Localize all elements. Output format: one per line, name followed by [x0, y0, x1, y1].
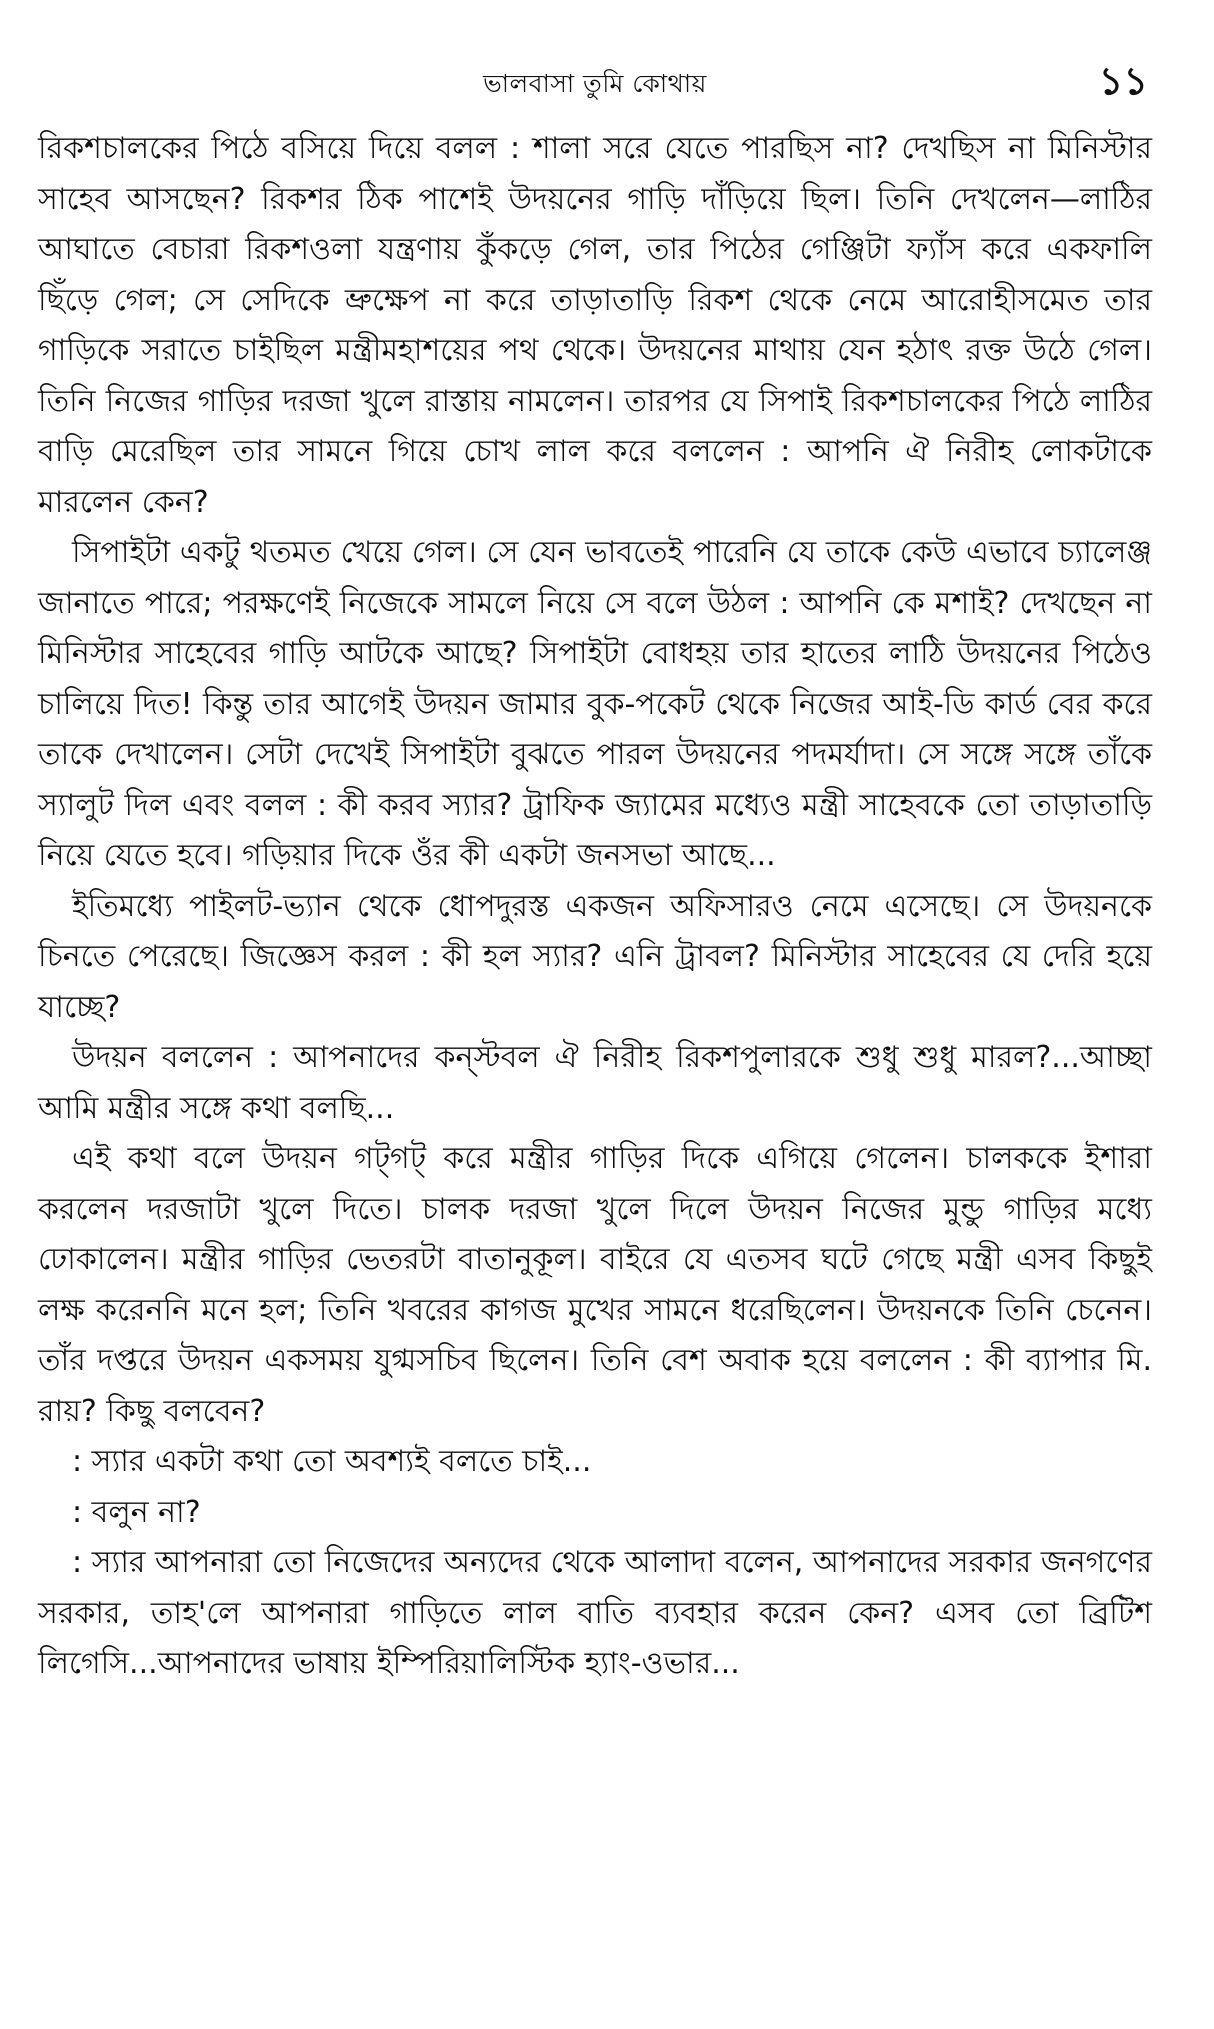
running-title: ভালবাসা তুমি কোথায় — [483, 69, 707, 98]
dialog-line: : স্যার আপনারা তো নিজেদের অন্যদের থেকে আলাদা বলেন, আপনাদের সরকার জনগণের সরকার, তাহ'লে আপনারা গাড়িতে লাল বাতি ব্যবহার করেন কেন? এসব তো ব্রিটিশ লিগেসি...আপনাদের ভাষায় ইম্পিরিয়ালিস্টিক হ্যাং-ওভার... — [38, 1545, 1152, 1681]
page-number: ১১ — [1098, 59, 1148, 103]
paragraph: সিপাইটা একটু থতমত খেয়ে গেল। সে যেন ভাবতেই পারেনি যে তাকে কেউ এভাবে চ্যালেঞ্জ জানাতে পারে; পরক্ষণেই নিজেকে সামলে নিয়ে সে বলে উঠল : আপনি কে মশাই? দেখছেন না মিনিস্টার সাহেবের গাড়ি আটকে আছে? সিপাইটা বোধহয় তার হাতের লাঠি উদয়নের পিঠেও চালিয়ে দিত! কিন্তু তার আগেই উদয়ন জামার বুক-পকেট থেকে নিজের আই-ডি কার্ড বের করে তাকে দেখালেন। সেটা দেখেই সিপাইটা বুঝতে পারল উদয়নের পদমর্যাদা। সে সঙ্গে সঙ্গে তাঁকে স্যালুট দিল এবং বলল : কী করব স্যার? ট্রাফিক জ্যামের মধ্যেও মন্ত্রী সাহেবকে তো তাড়াতাড়ি নিয়ে যেতে হবে। গড়িয়ার দিকে ওঁর কী একটা জনসভা আছে... — [38, 535, 1152, 873]
paragraph: এই কথা বলে উদয়ন গট্‌গট্‌ করে মন্ত্রীর গাড়ির দিকে এগিয়ে গেলেন। চালককে ইশারা করলেন দরজাটা খুলে দিতে। চালক দরজা খুলে দিলে উদয়ন নিজের মুন্ডু গাড়ির মধ্যে ঢোকালেন। মন্ত্রীর গাড়ির ভেতরটা বাতানুকূল। বাইরে যে এতসব ঘটে গেছে মন্ত্রী এসব কিছুই লক্ষ করেননি মনে হল; তিনি খবরের কাগজ মুখের সামনে ধরেছিলেন। উদয়নকে তিনি চেনেন। তাঁর দপ্তরে উদয়ন একসময় যুগ্মসচিব ছিলেন। তিনি বেশ অবাক হয়ে বললেন : কী ব্যাপার মি. রায়? কিছু বলবেন? — [38, 1141, 1152, 1429]
dialog-line: : স্যার একটা কথা তো অবশ্যই বলতে চাই... — [72, 1444, 592, 1479]
paragraph: উদয়ন বললেন : আপনাদের কন্‌স্টবল ঐ নিরীহ রিকশপুলারকে শুধু শুধু মারল?...আচ্ছা আমি মন্ত্রীর সঙ্গে কথা বলছি... — [38, 1040, 1152, 1126]
page-header — [38, 50, 1152, 110]
dialog-line: : বলুন না? — [72, 1494, 201, 1530]
paragraph: ইতিমধ্যে পাইলট-ভ্যান থেকে ধোপদুরস্ত একজন অফিসারও নেমে এসেছে। সে উদয়নকে চিনতে পেরেছে। জিজ্ঞেস করল : কী হল স্যার? এনি ট্রাবল? মিনিস্টার সাহেবের যে দেরি হয়ে যাচ্ছে? — [38, 888, 1152, 1025]
paragraph: রিকশচালকের পিঠে বসিয়ে দিয়ে বলল : শালা সরে যেতে পারছিস না? দেখছিস না মিনিস্টার সাহেব আসছেন? রিকশর ঠিক পাশেই উদয়নের গাড়ি দাঁড়িয়ে ছিল। তিনি দেখলেন—লাঠির আঘাতে বেচারা রিকশওলা যন্ত্রণায় কুঁকড়ে গেল, তার পিঠের গেঞ্জিটা ফ্যাঁস করে একফালি ছিঁড়ে গেল; সে সেদিকে ভ্রুক্ষেপ না করে তাড়াতাড়ি রিকশ থেকে নেমে আরোহীসমেত তার গাড়িকে সরাতে চাইছিল মন্ত্রীমহাশয়ের পথ থেকে। উদয়নের মাথায় যেন হঠাৎ রক্ত উঠে গেল। তিনি নিজের গাড়ির দরজা খুলে রাস্তায় নামলেন। তারপর যে সিপাই রিকশচালকের পিঠে লাঠির বাড়ি মেরেছিল তার সামনে গিয়ে চোখ লাল করে বললেন : আপনি ঐ নিরীহ লোকটাকে মারলেন কেন? — [38, 131, 1152, 520]
body-text — [38, 124, 1152, 1690]
